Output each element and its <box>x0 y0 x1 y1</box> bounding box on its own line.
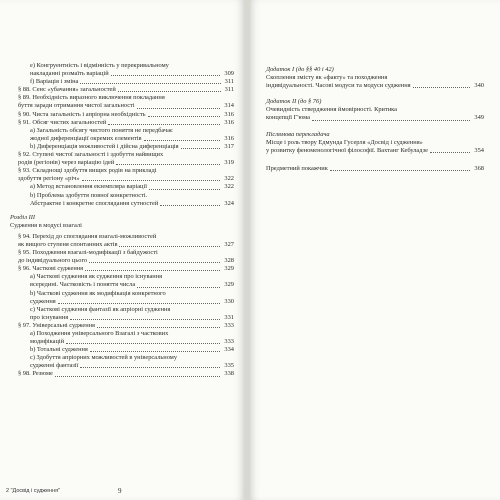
toc-entry-text: накладанні розмаїть варіацій <box>30 70 109 78</box>
dot-leader <box>97 327 220 328</box>
toc-entry-text: § 94. Перехід до споглядання взагалі-можливостей <box>18 232 157 240</box>
toc-page-number: 309 <box>224 70 234 78</box>
toc-entry <box>10 78 234 86</box>
toc-entry-text: § 91. Обсяг чистих загальностей <box>18 118 107 126</box>
toc-entry <box>10 62 234 78</box>
toc-page-number: 322 <box>224 183 234 191</box>
dot-leader <box>108 124 220 125</box>
toc-page-number: 333 <box>224 338 234 346</box>
toc-entry-text: a) Метод встановлення екземпляра варіації <box>30 183 148 191</box>
dot-leader <box>111 75 221 76</box>
toc-entry <box>10 183 234 191</box>
appendix-block <box>266 98 484 122</box>
toc-page-number: 316 <box>224 118 234 126</box>
toc-entry-text: § 98. Резюме <box>18 370 53 378</box>
dot-leader <box>312 120 470 121</box>
toc-page-number: 328 <box>224 257 234 265</box>
appendix-block <box>266 131 484 155</box>
toc-entry-text: модифікацій <box>30 338 65 346</box>
dot-leader <box>80 367 220 368</box>
toc-page-number: 333 <box>224 321 234 329</box>
dot-leader <box>160 205 220 206</box>
dot-leader <box>89 262 220 263</box>
toc-entry <box>10 151 234 167</box>
toc-entry <box>10 119 234 127</box>
toc-entry-text: § 89. Необхідність виразного виключення покладання <box>18 94 165 102</box>
toc-entry <box>10 290 234 306</box>
toc-entry-text: концепції Г'юма <box>266 114 311 122</box>
toc-page-number: 316 <box>224 110 234 118</box>
toc-page-number: 354 <box>474 146 484 154</box>
toc-entry-text: b) Часткові судження як модифікація конкретного <box>30 289 166 297</box>
toc-entry-text: судження <box>30 297 56 305</box>
toc-entry <box>10 192 234 208</box>
dot-leader <box>430 152 470 153</box>
toc-entry <box>266 165 484 173</box>
dot-leader <box>137 108 221 109</box>
toc-entry-text: Очевидність ствердження ймовірності. Критика <box>266 106 398 114</box>
dot-leader <box>116 164 220 165</box>
left-page <box>0 0 244 500</box>
dot-leader <box>66 343 220 344</box>
toc-entry-text: Абстрактне і конкретне споглядання сутностей <box>30 199 159 207</box>
toc-entry <box>10 143 234 151</box>
toc-entry <box>10 249 234 265</box>
appendix-heading: Додаток II (до § 76) <box>266 98 322 106</box>
toc-entry <box>10 86 234 94</box>
footer-signature: 2 "Досвід і судження" <box>6 488 61 494</box>
toc-entry-text: Предметний покажчик <box>266 164 328 172</box>
toc-page-number: 335 <box>224 362 234 370</box>
toc-page-number: 319 <box>224 159 234 167</box>
dot-leader <box>118 91 221 92</box>
toc-page-number: 324 <box>224 199 234 207</box>
toc-entry-text: Місце і роль твору Едмунда Гусерля «Досвід і судження» <box>266 138 423 146</box>
toc-entry-text: § 92. Ступені чистої загальності і здобуття найвищих <box>18 151 164 159</box>
toc-page-number: 329 <box>224 281 234 289</box>
toc-entry <box>10 354 234 370</box>
appendix-block <box>266 163 484 173</box>
toc-entry-text: b) Проблема здобуття повної конкретності. <box>30 191 148 199</box>
toc-entry-text: e) Конгруентність і відмінність у перекривальному <box>30 62 169 69</box>
dot-leader <box>82 180 221 181</box>
toc-entry-text: § 96. Часткові судження <box>18 265 84 273</box>
dot-leader <box>80 83 220 84</box>
dot-leader <box>330 170 471 171</box>
toc-entry <box>10 94 234 110</box>
dot-leader <box>144 140 221 141</box>
toc-entry-text: до індивідуального цього <box>18 257 88 265</box>
dot-leader <box>137 287 220 288</box>
toc-entry-text: c) Здобуття апріорних можливостей в універсальному <box>30 354 178 362</box>
dot-leader <box>181 148 221 149</box>
toc-page-number: 314 <box>224 102 234 110</box>
toc-entry <box>266 139 484 155</box>
section-label: Розділ III <box>10 213 35 221</box>
toc-entry <box>10 265 234 273</box>
toc-entry-text: b) Диференціація можливостей і дійсна диференціація <box>30 142 179 150</box>
toc-entry-text: судженні фантазії <box>30 362 79 370</box>
toc-entry-text: § 95. Походження взагалі-модифікації з байдужості <box>18 249 158 257</box>
toc-entry <box>10 346 234 354</box>
toc-page-number: 329 <box>224 265 234 273</box>
toc-entry-text: здобуття регіону «річ» <box>18 175 80 183</box>
dot-leader <box>413 87 471 88</box>
toc-entry-text: Скоплення змісту як «факту» та походження <box>266 74 388 82</box>
toc-page-number: 311 <box>224 78 234 86</box>
toc-entry-text: c) Часткові судження фантазії як апріорні судження <box>30 305 171 313</box>
dot-leader <box>55 376 221 377</box>
toc-left <box>10 62 234 379</box>
right-page <box>250 0 500 500</box>
toc-entry <box>10 127 234 143</box>
toc-entry-text: як вищого ступеня спонтанних актів <box>18 240 118 248</box>
toc-entry-text: буття заради отримання чистої загальності <box>18 102 135 110</box>
toc-page-number: 327 <box>224 240 234 248</box>
toc-entry <box>10 322 234 330</box>
toc-entry-text: a) Часткові судження як судження про існування <box>30 273 163 281</box>
dot-leader <box>58 303 221 304</box>
toc-entry <box>10 167 234 183</box>
dot-leader <box>119 246 220 247</box>
toc-entry-text: § 93. Складнощі здобуття вищих родів на прикладі <box>18 167 157 175</box>
toc-entry <box>266 74 484 90</box>
toc-page-number: 349 <box>474 114 484 122</box>
toc-entry <box>10 370 234 378</box>
toc-entry-text: a) Походження універсального Взагалі з часткових <box>30 330 169 337</box>
toc-page-number: 322 <box>224 175 234 183</box>
toc-page-number: 317 <box>224 142 234 150</box>
toc-page-number: 334 <box>224 346 234 354</box>
page-number: 9 <box>118 487 122 495</box>
toc-entry-text: § 97. Універсальні судження <box>18 321 95 329</box>
toc-entry <box>266 106 484 122</box>
toc-entry-text: родів (регіонів) через варіацію ідей <box>18 159 115 167</box>
toc-entry-text: всередині. Частковість і поняття числа <box>30 281 136 289</box>
toc-entry <box>10 273 234 289</box>
toc-page-number: 338 <box>224 370 234 378</box>
toc-entry <box>10 111 234 119</box>
appendix-block <box>266 66 484 90</box>
toc-page-number: 316 <box>224 134 234 142</box>
toc-entry-text: у розвитку феноменологічної філософії. Вахтанг Кебуладзе <box>266 146 428 154</box>
dot-leader <box>85 270 220 271</box>
dot-leader <box>148 116 221 117</box>
dot-leader <box>90 351 221 352</box>
appendix-heading: Післямова перекладача <box>266 130 330 138</box>
appendix-heading: Додаток I (до §§ 40 і 42) <box>266 66 334 73</box>
toc-entry-text: b) Тотальні судження <box>30 346 88 354</box>
toc-right <box>266 66 484 181</box>
toc-entry-text: f) Варіація і зміна <box>30 78 79 86</box>
toc-page-number: 330 <box>224 297 234 305</box>
toc-entry-text: про існування <box>30 313 69 321</box>
toc-page-number: 331 <box>224 313 234 321</box>
toc-entry <box>10 233 234 249</box>
toc-entry-text: a) Загальність обсягу чистого поняття не передбачає <box>30 126 173 134</box>
dot-leader <box>149 189 220 190</box>
toc-entry <box>10 330 234 346</box>
section-title: Судження в модусі взагалі <box>10 221 82 229</box>
toc-page-number: 311 <box>224 86 234 94</box>
toc-entry-text: § 90. Чиста загальність і апріорна необхідність <box>18 110 146 118</box>
toc-page-number: 368 <box>474 164 484 172</box>
toc-entry-text: жодної диференціації окремих елементів <box>30 134 142 142</box>
toc-entry-text: індивідуальності. Часові модуси та модуси судження <box>266 82 411 90</box>
toc-entry <box>10 306 234 322</box>
toc-entry-text: § 88. Сенс «убачання» загальностей <box>18 86 116 94</box>
dot-leader <box>70 319 220 320</box>
toc-page-number: 340 <box>474 82 484 90</box>
